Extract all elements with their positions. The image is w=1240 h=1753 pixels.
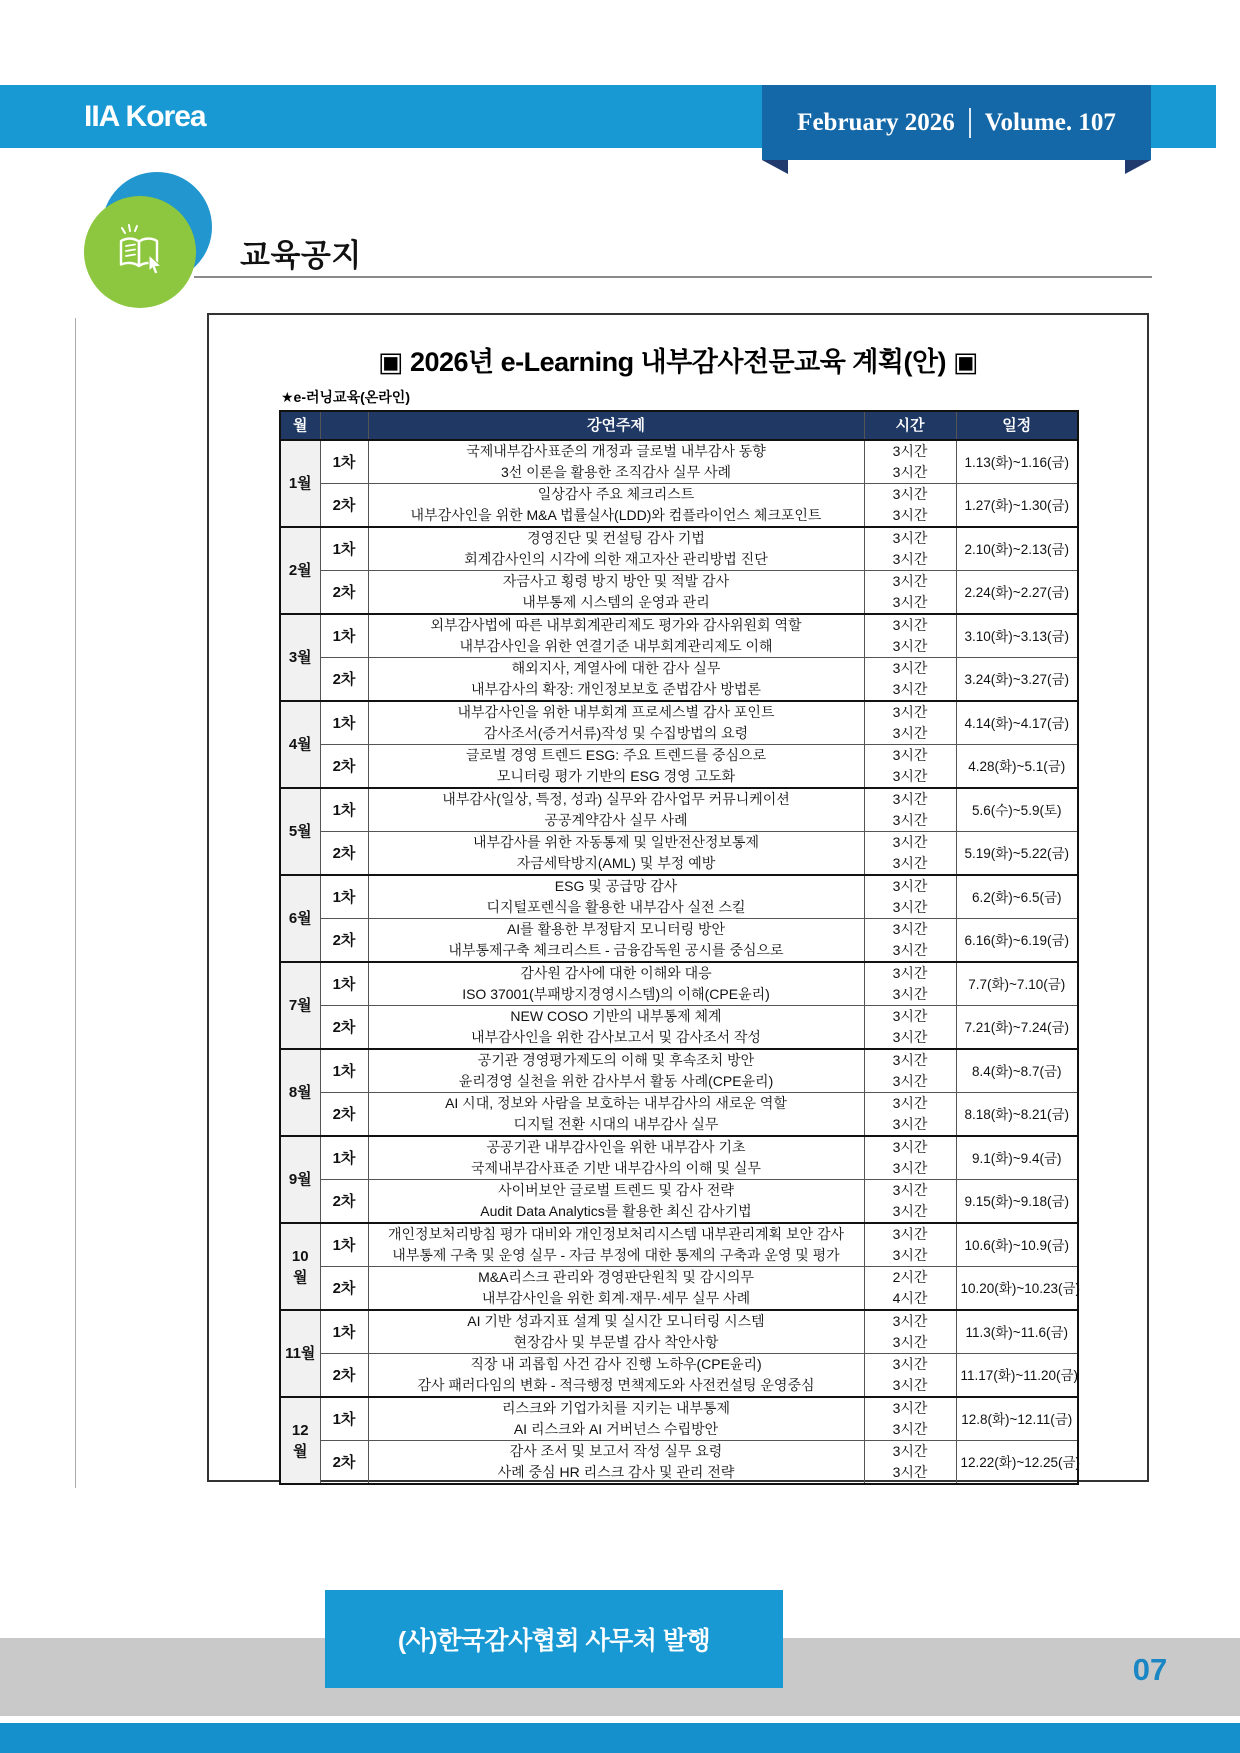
section-title: 교육공지 xyxy=(240,238,362,273)
footer-bottom-strip xyxy=(0,1723,1240,1753)
hours-cell: 3시간 3시간 xyxy=(864,1441,956,1485)
round-cell: 1차 xyxy=(320,1136,368,1180)
plan-table-wrap xyxy=(279,387,1081,1485)
month-cell: 3월 xyxy=(280,614,320,701)
schedule-cell: 6.2(화)~6.5(금) xyxy=(956,875,1078,919)
topic-cell: AI 기반 성과지표 설계 및 실시간 모니터링 시스템 현장감사 및 부문별 감사 착안사항 xyxy=(368,1310,864,1354)
session-row xyxy=(280,1136,1078,1180)
schedule-cell: 4.28(화)~5.1(금) xyxy=(956,745,1078,789)
month-cell: 10월 xyxy=(280,1223,320,1310)
plan-note: ★e-러닝교육(온라인) xyxy=(281,389,410,405)
schedule-cell: 7.21(화)~7.24(금) xyxy=(956,1006,1078,1050)
topic-cell: 공기관 경영평가제도의 이해 및 후속조치 방안 윤리경영 실천을 위한 감사부서 활동 사례(CPE윤리) xyxy=(368,1049,864,1093)
topic-cell: 글로벌 경영 트렌드 ESG: 주요 트렌드를 중심으로 모니터링 평가 기반의 ESG 경영 고도화 xyxy=(368,745,864,789)
topic-cell: 내부감사인을 위한 내부회계 프로세스별 감사 포인트 감사조서(증거서류)작성 및 수집방법의 요령 xyxy=(368,701,864,745)
month-cell: 7월 xyxy=(280,962,320,1049)
round-cell: 2차 xyxy=(320,1267,368,1311)
schedule-cell: 11.17(화)~11.20(금) xyxy=(956,1354,1078,1398)
session-row xyxy=(280,527,1078,571)
issue-date: February 2026 xyxy=(797,108,955,136)
month-cell: 2월 xyxy=(280,527,320,614)
topic-cell: 내부감사를 위한 자동통제 및 일반전산정보통제 자금세탁방지(AML) 및 부정 예방 xyxy=(368,832,864,876)
hours-cell: 3시간 3시간 xyxy=(864,1223,956,1267)
hours-cell: 3시간 3시간 xyxy=(864,1310,956,1354)
topic-cell: 자금사고 횡령 방지 방안 및 적발 감사 내부통제 시스템의 운영과 관리 xyxy=(368,571,864,615)
round-cell: 2차 xyxy=(320,745,368,789)
column-header: 강연주제 xyxy=(368,411,864,440)
session-row xyxy=(280,875,1078,919)
schedule-cell: 5.6(수)~5.9(토) xyxy=(956,788,1078,832)
hours-cell: 2시간 4시간 xyxy=(864,1267,956,1311)
round-cell: 2차 xyxy=(320,658,368,702)
schedule-cell: 1.27(화)~1.30(금) xyxy=(956,484,1078,528)
session-row xyxy=(280,962,1078,1006)
hours-cell: 3시간 3시간 xyxy=(864,1006,956,1050)
hours-cell: 3시간 3시간 xyxy=(864,440,956,484)
session-row xyxy=(280,614,1078,658)
schedule-cell: 4.14(화)~4.17(금) xyxy=(956,701,1078,745)
plan-title: ▣ 2026년 e-Learning 내부감사전문교육 계획(안) ▣ xyxy=(377,347,979,377)
topic-cell: 내부감사(일상, 특정, 성과) 실무와 감사업무 커뮤니케이션 공공계약감사 실무 사례 xyxy=(368,788,864,832)
left-margin-rule xyxy=(75,318,76,1488)
month-cell: 5월 xyxy=(280,788,320,875)
hours-cell: 3시간 3시간 xyxy=(864,1180,956,1224)
schedule-cell: 10.20(화)~10.23(금) xyxy=(956,1267,1078,1311)
topic-cell: 국제내부감사표준의 개정과 글로벌 내부감사 동향 3선 이론을 활용한 조직감사 실무 사례 xyxy=(368,440,864,484)
round-cell: 1차 xyxy=(320,1397,368,1441)
publisher-banner xyxy=(325,1590,783,1688)
round-cell: 1차 xyxy=(320,1223,368,1267)
schedule-cell: 8.18(화)~8.21(금) xyxy=(956,1093,1078,1137)
month-cell: 12월 xyxy=(280,1397,320,1484)
topic-cell: 사이버보안 글로벌 트렌드 및 감사 전략 Audit Data Analytics를 활용한 최신 감사기법 xyxy=(368,1180,864,1224)
hours-cell: 3시간 3시간 xyxy=(864,701,956,745)
ribbon-fold-right xyxy=(1125,160,1151,174)
month-cell: 11월 xyxy=(280,1310,320,1397)
session-row xyxy=(280,658,1078,702)
schedule-cell: 11.3(화)~11.6(금) xyxy=(956,1310,1078,1354)
open-book-cursor-icon xyxy=(109,219,171,286)
ribbon-fold-left xyxy=(762,160,788,174)
hours-cell: 3시간 3시간 xyxy=(864,919,956,963)
hours-cell: 3시간 3시간 xyxy=(864,962,956,1006)
hours-cell: 3시간 3시간 xyxy=(864,832,956,876)
schedule-cell: 3.24(화)~3.27(금) xyxy=(956,658,1078,702)
round-cell: 2차 xyxy=(320,1006,368,1050)
schedule-cell: 2.24(화)~2.27(금) xyxy=(956,571,1078,615)
session-row xyxy=(280,1267,1078,1311)
round-cell: 2차 xyxy=(320,832,368,876)
session-row xyxy=(280,484,1078,528)
schedule-cell: 12.8(화)~12.11(금) xyxy=(956,1397,1078,1441)
schedule-cell: 3.10(화)~3.13(금) xyxy=(956,614,1078,658)
schedule-cell: 1.13(화)~1.16(금) xyxy=(956,440,1078,484)
schedule-cell: 7.7(화)~7.10(금) xyxy=(956,962,1078,1006)
session-row xyxy=(280,1223,1078,1267)
schedule-cell: 10.6(화)~10.9(금) xyxy=(956,1223,1078,1267)
education-plan-box xyxy=(207,313,1149,1482)
round-cell: 2차 xyxy=(320,1441,368,1485)
session-row xyxy=(280,832,1078,876)
topic-cell: 직장 내 괴롭힘 사건 감사 진행 노하우(CPE윤리) 감사 패러다임의 변화 - 적극행정 면책제도와 사전컨설팅 운영중심 xyxy=(368,1354,864,1398)
hours-cell: 3시간 3시간 xyxy=(864,1397,956,1441)
topic-cell: 개인정보처리방침 평가 대비와 개인정보처리시스템 내부관리계획 보안 감사 내부통제 구축 및 운영 실무 - 자금 부정에 대한 통제의 구축과 운영 및 평가 xyxy=(368,1223,864,1267)
education-plan-table xyxy=(279,410,1079,1485)
round-cell: 1차 xyxy=(320,701,368,745)
month-cell: 1월 xyxy=(280,440,320,527)
topic-cell: 경영진단 및 컨설팅 감사 기법 회계감사인의 시각에 의한 재고자산 관리방법 진단 xyxy=(368,527,864,571)
session-row xyxy=(280,1310,1078,1354)
round-cell: 2차 xyxy=(320,1354,368,1398)
topic-cell: ESG 및 공급망 감사 디지털포렌식을 활용한 내부감사 실전 스킬 xyxy=(368,875,864,919)
topic-cell: 해외지사, 계열사에 대한 감사 실무 내부감사의 확장: 개인정보보호 준법감사 방법론 xyxy=(368,658,864,702)
topic-cell: NEW COSO 기반의 내부통제 체계 내부감사인을 위한 감사보고서 및 감사조서 작성 xyxy=(368,1006,864,1050)
schedule-cell: 9.15(화)~9.18(금) xyxy=(956,1180,1078,1224)
table-header-row xyxy=(280,411,1078,440)
round-cell: 2차 xyxy=(320,1093,368,1137)
round-cell: 1차 xyxy=(320,1310,368,1354)
issue-volume: Volume. 107 xyxy=(984,108,1116,136)
round-cell: 1차 xyxy=(320,875,368,919)
round-cell: 2차 xyxy=(320,571,368,615)
column-header xyxy=(320,411,368,440)
round-cell: 1차 xyxy=(320,614,368,658)
round-cell: 1차 xyxy=(320,962,368,1006)
section-underline xyxy=(194,276,1152,278)
session-row xyxy=(280,440,1078,484)
schedule-cell: 8.4(화)~8.7(금) xyxy=(956,1049,1078,1093)
session-row xyxy=(280,1093,1078,1137)
session-row xyxy=(280,1354,1078,1398)
brand-logo: IIA Korea xyxy=(84,99,206,133)
schedule-cell: 2.10(화)~2.13(금) xyxy=(956,527,1078,571)
topic-cell: 감사 조서 및 보고서 작성 실무 요령 사례 중심 HR 리스크 감사 및 관리 전략 xyxy=(368,1441,864,1485)
issue-ribbon xyxy=(762,85,1151,160)
schedule-cell: 5.19(화)~5.22(금) xyxy=(956,832,1078,876)
session-row xyxy=(280,1049,1078,1093)
session-row xyxy=(280,919,1078,963)
session-row xyxy=(280,788,1078,832)
schedule-cell: 12.22(화)~12.25(금) xyxy=(956,1441,1078,1485)
topic-cell: AI 시대, 정보와 사람을 보호하는 내부감사의 새로운 역할 디지털 전환 시대의 내부감사 실무 xyxy=(368,1093,864,1137)
publisher-text: (사)한국감사협회 사무처 발행 xyxy=(397,1627,711,1655)
hours-cell: 3시간 3시간 xyxy=(864,571,956,615)
ribbon-divider xyxy=(969,108,971,138)
column-header: 시간 xyxy=(864,411,956,440)
hours-cell: 3시간 3시간 xyxy=(864,788,956,832)
session-row xyxy=(280,1397,1078,1441)
session-row xyxy=(280,1441,1078,1485)
hours-cell: 3시간 3시간 xyxy=(864,1049,956,1093)
schedule-cell: 9.1(화)~9.4(금) xyxy=(956,1136,1078,1180)
session-row xyxy=(280,701,1078,745)
month-cell: 8월 xyxy=(280,1049,320,1136)
session-row xyxy=(280,571,1078,615)
topic-cell: 외부감사법에 따른 내부회계관리제도 평가와 감사위원회 역할 내부감사인을 위한 연결기준 내부회계관리제도 이해 xyxy=(368,614,864,658)
topic-cell: 공공기관 내부감사인을 위한 내부감사 기초 국제내부감사표준 기반 내부감사의 이해 및 실무 xyxy=(368,1136,864,1180)
topic-cell: 리스크와 기업가치를 지키는 내부통제 AI 리스크와 AI 거버넌스 수립방안 xyxy=(368,1397,864,1441)
session-row xyxy=(280,1180,1078,1224)
hours-cell: 3시간 3시간 xyxy=(864,1354,956,1398)
session-row xyxy=(280,745,1078,789)
round-cell: 2차 xyxy=(320,1180,368,1224)
round-cell: 1차 xyxy=(320,440,368,484)
month-cell: 4월 xyxy=(280,701,320,788)
hours-cell: 3시간 3시간 xyxy=(864,1136,956,1180)
round-cell: 2차 xyxy=(320,919,368,963)
hours-cell: 3시간 3시간 xyxy=(864,658,956,702)
topic-cell: M&A리스크 관리와 경영판단원칙 및 감시의무 내부감사인을 위한 회계·재무·세무 실무 사례 xyxy=(368,1267,864,1311)
topic-cell: 일상감사 주요 체크리스트 내부감사인을 위한 M&A 법률실사(LDD)와 컴플라이언스 체크포인트 xyxy=(368,484,864,528)
education-plan-table-slot xyxy=(279,410,1081,1485)
column-header: 일정 xyxy=(956,411,1078,440)
month-cell: 6월 xyxy=(280,875,320,962)
hours-cell: 3시간 3시간 xyxy=(864,745,956,789)
section-icon-circle xyxy=(84,196,196,308)
schedule-cell: 6.16(화)~6.19(금) xyxy=(956,919,1078,963)
hours-cell: 3시간 3시간 xyxy=(864,614,956,658)
round-cell: 2차 xyxy=(320,484,368,528)
round-cell: 1차 xyxy=(320,1049,368,1093)
hours-cell: 3시간 3시간 xyxy=(864,1093,956,1137)
hours-cell: 3시간 3시간 xyxy=(864,875,956,919)
round-cell: 1차 xyxy=(320,788,368,832)
hours-cell: 3시간 3시간 xyxy=(864,527,956,571)
column-header: 월 xyxy=(280,411,320,440)
month-cell: 9월 xyxy=(280,1136,320,1223)
hours-cell: 3시간 3시간 xyxy=(864,484,956,528)
topic-cell: AI를 활용한 부정탐지 모니터링 방안 내부통제구축 체크리스트 - 금융감독원 공시를 중심으로 xyxy=(368,919,864,963)
page-number: 07 xyxy=(1132,1652,1168,1687)
round-cell: 1차 xyxy=(320,527,368,571)
topic-cell: 감사원 감사에 대한 이해와 대응 ISO 37001(부패방지경영시스템)의 이해(CPE윤리) xyxy=(368,962,864,1006)
session-row xyxy=(280,1006,1078,1050)
